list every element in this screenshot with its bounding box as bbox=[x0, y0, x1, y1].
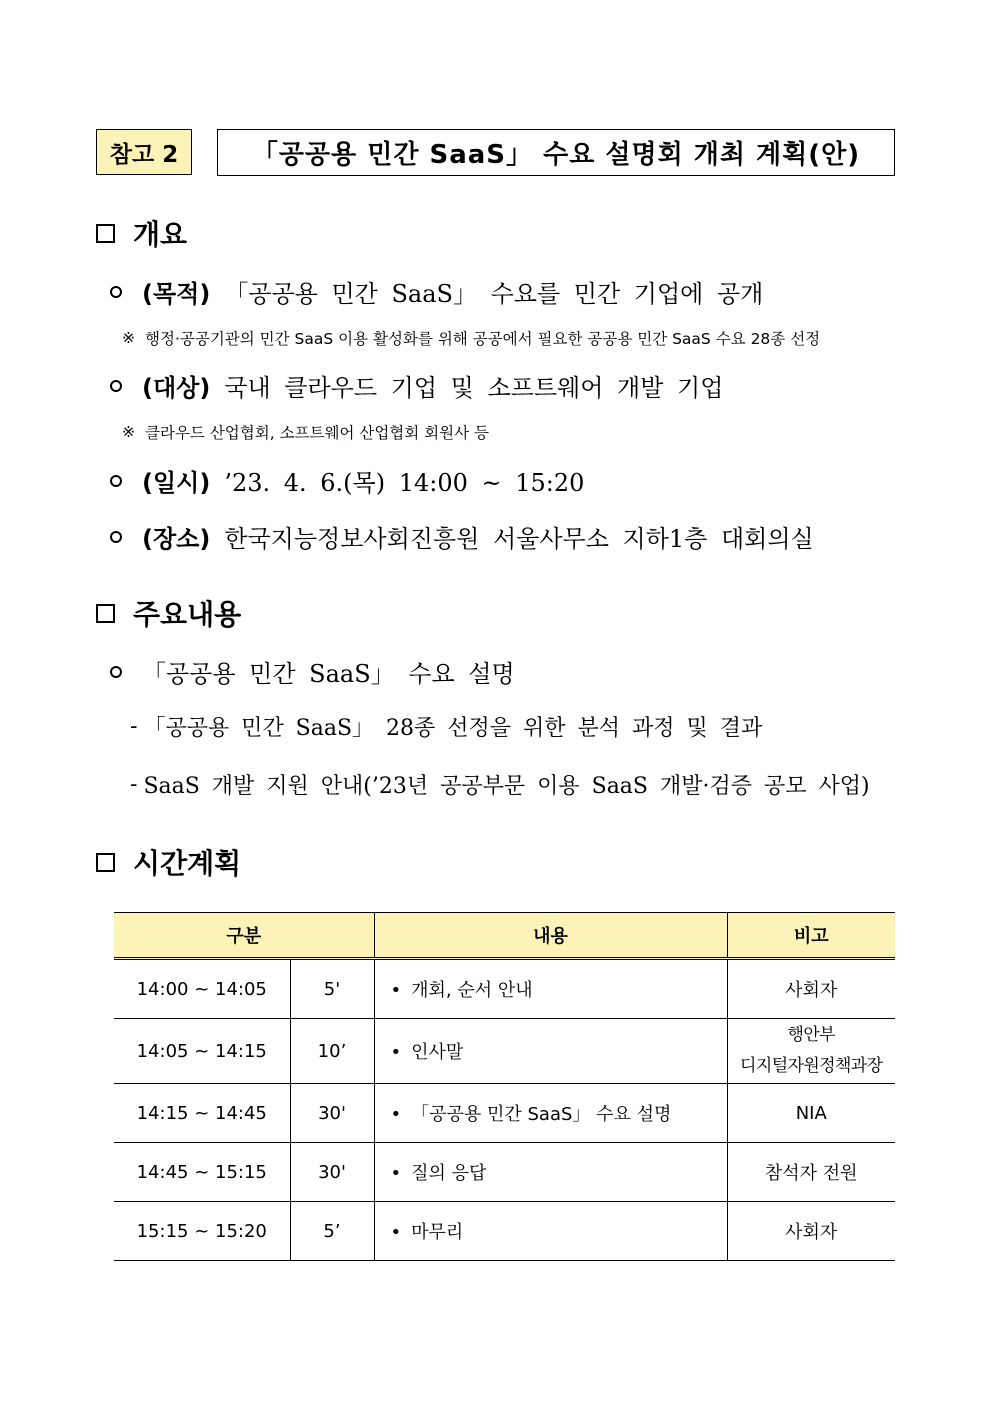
duration-cell: 30' bbox=[290, 1084, 374, 1143]
date-label: (일시) bbox=[142, 469, 211, 497]
purpose-note-text: 행정·공공기관의 민간 SaaS 이용 활성화를 위해 공공에서 필요한 공공용 민간 SaaS 수요 28종 선정 bbox=[145, 330, 821, 348]
main-item bbox=[110, 654, 515, 689]
dash-mark: - bbox=[130, 714, 138, 739]
circle-bullet-icon bbox=[110, 286, 122, 298]
main-sub-item bbox=[130, 769, 870, 800]
content-cell bbox=[374, 959, 727, 1019]
content-text: 「공공용 민간 SaaS」 수요 설명 bbox=[411, 1104, 672, 1125]
table-row bbox=[114, 959, 895, 1019]
note-cell: 사회자 bbox=[727, 959, 895, 1019]
purpose-note bbox=[122, 327, 820, 349]
table-row bbox=[114, 1019, 895, 1084]
main-item-text: 「공공용 민간 SaaS」 수요 설명 bbox=[142, 660, 515, 688]
target-line bbox=[110, 368, 723, 403]
bullet-dot: • bbox=[390, 1104, 402, 1125]
main-sub-text: SaaS 개발 지원 안내(’23년 공공부문 이용 SaaS 개발·검증 공모 사업) bbox=[143, 774, 870, 799]
date-line bbox=[110, 463, 584, 498]
header-content: 내용 bbox=[374, 913, 727, 959]
checkbox-square-icon bbox=[96, 604, 115, 623]
place-line bbox=[110, 519, 814, 554]
table-row bbox=[114, 1084, 895, 1143]
content-cell bbox=[374, 1143, 727, 1202]
note-cell: 사회자 bbox=[727, 1202, 895, 1261]
content-cell bbox=[374, 1019, 727, 1084]
purpose-text: 「공공용 민간 SaaS」 수요를 민간 기업에 공개 bbox=[224, 280, 764, 308]
header-note: 비고 bbox=[727, 913, 895, 959]
section-title: 개요 bbox=[133, 218, 188, 251]
content-text: 인사말 bbox=[411, 1042, 464, 1063]
reference-tag: 참고 2 bbox=[96, 129, 192, 175]
duration-cell: 30' bbox=[290, 1143, 374, 1202]
bullet-dot: • bbox=[390, 1222, 402, 1243]
content-text: 마무리 bbox=[411, 1222, 464, 1243]
time-cell: 14:05 ~ 14:15 bbox=[114, 1019, 290, 1084]
section-overview bbox=[96, 213, 187, 253]
time-cell: 14:15 ~ 14:45 bbox=[114, 1084, 290, 1143]
main-sub-item bbox=[130, 711, 762, 742]
schedule-table bbox=[114, 912, 895, 1261]
checkbox-square-icon bbox=[96, 853, 115, 872]
section-title: 주요내용 bbox=[133, 598, 242, 631]
bullet-dot: • bbox=[390, 980, 402, 1001]
target-note-text: 클라우드 산업협회, 소프트웨어 산업협회 회원사 등 bbox=[145, 424, 489, 442]
section-schedule bbox=[96, 842, 241, 882]
duration-cell: 5' bbox=[290, 959, 374, 1019]
main-sub-text: 「공공용 민간 SaaS」 28종 선정을 위한 분석 과정 및 결과 bbox=[143, 716, 763, 741]
section-title: 시간계획 bbox=[133, 847, 242, 880]
time-cell: 15:15 ~ 15:20 bbox=[114, 1202, 290, 1261]
circle-bullet-icon bbox=[110, 666, 122, 678]
circle-bullet-icon bbox=[110, 380, 122, 392]
checkbox-square-icon bbox=[96, 224, 115, 243]
bullet-dot: • bbox=[390, 1042, 402, 1063]
dash-mark: - bbox=[130, 772, 138, 797]
reference-mark: ※ bbox=[122, 423, 135, 441]
purpose-line bbox=[110, 274, 763, 309]
target-label: (대상) bbox=[142, 374, 211, 402]
time-cell: 14:45 ~ 15:15 bbox=[114, 1143, 290, 1202]
circle-bullet-icon bbox=[110, 531, 122, 543]
content-text: 질의 응답 bbox=[411, 1163, 487, 1184]
note-cell bbox=[727, 1019, 895, 1084]
header-category: 구분 bbox=[114, 913, 374, 959]
table-row bbox=[114, 1143, 895, 1202]
circle-bullet-icon bbox=[110, 475, 122, 487]
date-text: ’23. 4. 6.(목) 14:00 ~ 15:20 bbox=[224, 469, 585, 497]
duration-cell: 10’ bbox=[290, 1019, 374, 1084]
target-text: 국내 클라우드 기업 및 소프트웨어 개발 기업 bbox=[224, 374, 724, 402]
time-cell: 14:00 ~ 14:05 bbox=[114, 959, 290, 1019]
duration-cell: 5’ bbox=[290, 1202, 374, 1261]
place-label: (장소) bbox=[142, 525, 211, 553]
section-main bbox=[96, 593, 241, 633]
content-cell bbox=[374, 1084, 727, 1143]
content-text: 개회, 순서 안내 bbox=[411, 980, 533, 1001]
document-title: 「공공용 민간 SaaS」 수요 설명회 개최 계획(안) bbox=[217, 129, 895, 176]
bullet-dot: • bbox=[390, 1163, 402, 1184]
reference-mark: ※ bbox=[122, 329, 135, 347]
content-cell bbox=[374, 1202, 727, 1261]
table-header-row bbox=[114, 913, 895, 959]
target-note bbox=[122, 421, 489, 443]
note-line-2: 디지털자원정책과장 bbox=[740, 1056, 883, 1076]
place-text: 한국지능정보사회진흥원 서울사무소 지하1층 대회의실 bbox=[224, 525, 814, 553]
note-line-1: 행안부 bbox=[787, 1025, 835, 1045]
note-cell: NIA bbox=[727, 1084, 895, 1143]
purpose-label: (목적) bbox=[142, 280, 211, 308]
note-cell: 참석자 전원 bbox=[727, 1143, 895, 1202]
table-row bbox=[114, 1202, 895, 1261]
